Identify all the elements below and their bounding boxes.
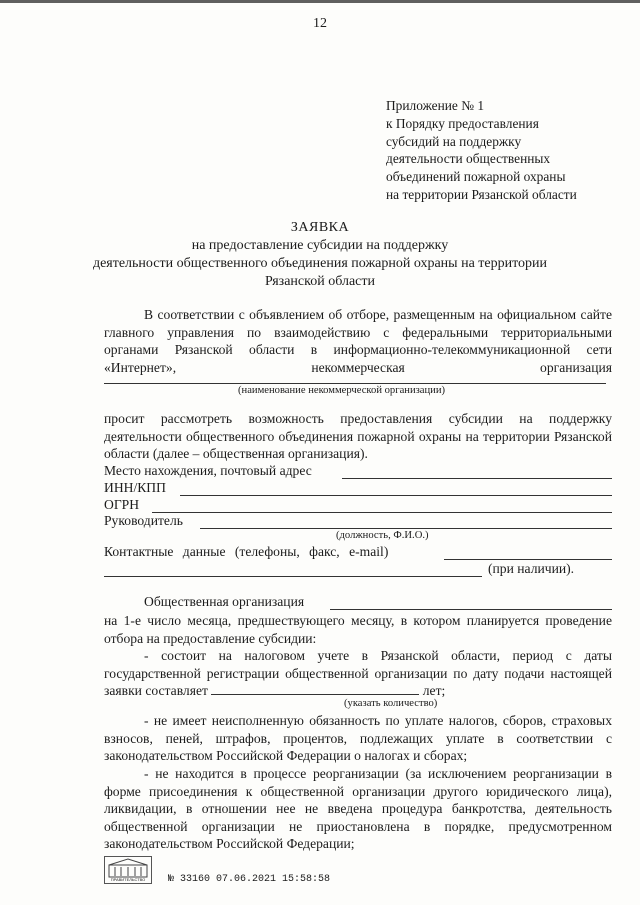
stamp-text: ПРАВИТЕЛЬСТВО	[110, 877, 146, 882]
appendix-line: деятельности общественных	[386, 151, 551, 167]
title-line: на предоставление субсидии на поддержку	[191, 238, 449, 253]
org-name-line	[104, 383, 606, 384]
org-name-note: (наименование некоммерческой организации)	[238, 385, 446, 396]
appendix-line: субсидий на поддержку	[386, 133, 522, 149]
intro-paragraph	[104, 306, 612, 376]
contacts-line-2	[104, 576, 482, 577]
registration-stamp	[104, 856, 152, 884]
item1-tail: лет;	[422, 683, 446, 699]
item-tax-registration	[104, 647, 612, 700]
org-label: Общественная организация	[144, 594, 305, 609]
org-paragraph: на 1-е число месяца, предшествующего месяцу, в котором планируется проведение отбора на предоставление субсидии:	[104, 613, 612, 646]
appendix-line: на территории Рязанской области	[386, 186, 577, 202]
inn-line	[180, 495, 612, 496]
title-line: деятельности общественного объединения пожарной охраны на территории	[92, 256, 548, 271]
head-line	[200, 528, 612, 529]
title-line: Рязанской области	[264, 274, 376, 289]
item1-note: (указать количество)	[344, 698, 438, 709]
request-paragraph: просит рассмотреть возможность предоставления субсидии на поддержку деятельности общественного объединения пожарной охраны на территории Рязанской области (далее – общественная организация).	[104, 411, 612, 462]
ogrn-label: ОГРН	[104, 497, 140, 512]
org-line	[330, 609, 612, 610]
ogrn-line	[152, 512, 612, 513]
head-label: Руководитель	[104, 513, 183, 528]
appendix-block	[386, 97, 577, 204]
address-label: Место нахождения, почтовый адрес	[104, 463, 312, 478]
page-number: 12	[313, 16, 327, 31]
item-no-reorganization	[104, 765, 612, 853]
contacts-tail: (при наличии).	[488, 561, 575, 576]
item1-text: - состоит на налоговом учете в Рязанской области, период с даты государственной регистрации общественной организации по дату подачи настоящей заявки составляет	[104, 648, 612, 699]
intro-text: В соответствии с объявлением об отборе, размещенным на официальном сайте главного управления по взаимодействию с федеральными территориальными органами Рязанской области в информационно-телекоммуникационной сети «Интернет», некоммерческая организация	[104, 307, 612, 375]
document-id: № 33160 07.06.2021 15:58:58	[168, 874, 331, 885]
scan-edge	[0, 0, 640, 3]
years-line	[211, 694, 419, 695]
item-no-debts	[104, 712, 612, 765]
item2-text: - не имеет неисполненную обязанность по уплате налогов, сборов, страховых взносов, пеней, штрафов, процентов, подлежащих уплате в соответствии с законодательством Российской Федерации о налогах и сборах;	[104, 713, 612, 764]
item3-text: - не находится в процессе реорганизации (за исключением реорганизации в форме присоединения к общественной организации другого юридического лица), ликвидации, в отношении нее не введена процедура банкротства, деятельность общественной организации не приостановлена в порядке, предусмотренном законодательством Российской Федерации;	[104, 766, 612, 852]
title-main: ЗАЯВКА	[290, 220, 350, 235]
appendix-line: объединений пожарной охраны	[386, 169, 566, 185]
contacts-label: Контактные данные (телефоны, факс, e-mail)	[104, 544, 389, 559]
appendix-line: Приложение № 1	[386, 98, 485, 113]
head-note: (должность, Ф.И.О.)	[336, 530, 429, 541]
document-title	[0, 219, 640, 291]
contacts-line	[444, 559, 612, 560]
inn-label: ИНН/КПП	[104, 480, 166, 495]
address-line	[342, 478, 612, 479]
appendix-line: к Порядку предоставления	[386, 115, 539, 131]
